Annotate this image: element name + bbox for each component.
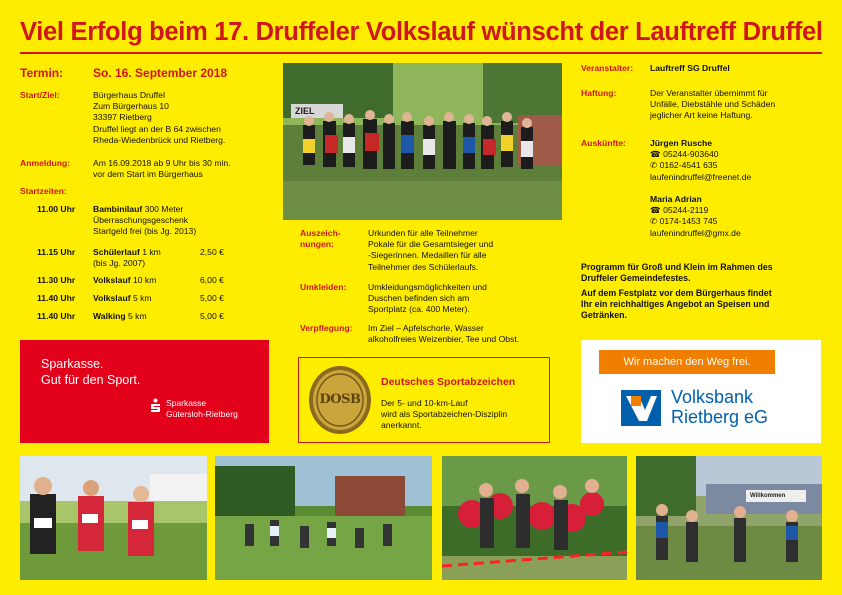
auszeichnungen-text: [368, 228, 493, 273]
sparkasse-brand: [166, 398, 238, 420]
contact-phone: [650, 149, 751, 160]
auszeichnungen-line: -Siegerinnen. Medaillen für alle: [368, 250, 487, 261]
start-event: [93, 247, 161, 258]
event-detail: 10 km: [130, 275, 157, 285]
termin-label: Termin:: [20, 66, 64, 80]
volksbank-name: [671, 387, 768, 427]
sportabzeichen-line: anerkannt.: [381, 420, 422, 431]
umkleiden-label: Umkleiden:: [300, 282, 347, 292]
event-name: Bambinilauf: [93, 204, 143, 214]
start-price: 2,50 €: [200, 247, 224, 257]
contact-phone: [650, 205, 741, 216]
sparkasse-region: Gütersloh-Rietberg: [166, 409, 238, 419]
haftung-line: Unfälle, Diebstähle und Schäden: [650, 99, 776, 110]
ziel-banner: ZIEL: [295, 106, 315, 116]
sportabzeichen-text: [381, 398, 507, 432]
auszeichnungen-line: Urkunden für alle Teilnehmer: [368, 228, 478, 238]
verpflegung-line: Im Ziel – Apfelschorle, Wasser: [368, 323, 484, 333]
umkleiden-text: [368, 282, 487, 316]
start-price: 5,00 €: [200, 293, 224, 303]
event-detail: 5 km: [125, 311, 147, 321]
mobile-number: 0162-4541 635: [659, 160, 718, 171]
sparkasse-ad[interactable]: [20, 340, 269, 443]
sportabzeichen-line: Der 5- und 10-km-Lauf: [381, 398, 468, 408]
start-event: [93, 293, 152, 304]
sportabzeichen-title: Deutsches Sportabzeichen: [381, 376, 516, 388]
start-ziel-line: Rheda-Wiedenbrück und Rietberg.: [93, 134, 226, 145]
start-ziel-label: Start/Ziel:: [20, 90, 60, 100]
contact-name: Jürgen Rusche: [650, 138, 713, 148]
dosb-seal-text: DOSB: [319, 392, 361, 407]
contact-2: [650, 194, 741, 239]
volksbank-ad[interactable]: [581, 340, 821, 443]
anmeldung-line: vor dem Start im Bürgerhaus: [93, 169, 203, 180]
programm-line: Getränken.: [581, 310, 627, 321]
start-ziel-line: 33397 Rietberg: [93, 112, 152, 123]
sparkasse-s-icon: [150, 398, 161, 412]
veranstalter-label: Veranstalter:: [581, 63, 634, 73]
page-title: Viel Erfolg beim 17. Druffeler Volkslauf wünscht der Lauftreff Druffel: [20, 18, 823, 46]
startzeiten-label: Startzeiten:: [20, 186, 67, 196]
start-ziel-text: [93, 90, 225, 146]
festplatz-sign: Willkommen: [750, 493, 786, 499]
event-detail: 300 Meter: [142, 204, 184, 214]
anmeldung-line: Am 16.09.2018 ab 9 Uhr bis 30 min.: [93, 158, 231, 168]
anmeldung-label: Anmeldung:: [20, 158, 71, 168]
volksbank-name-line: Volksbank: [671, 387, 754, 407]
mobile-icon: ✆: [650, 160, 660, 171]
auszeichnungen-label-line: Auszeich-: [300, 228, 341, 238]
event-detail: 5 km: [130, 293, 152, 303]
umkleiden-line: Sportplatz (ca. 400 Meter).: [368, 304, 470, 315]
event-name: Walking: [93, 311, 126, 321]
race-start-photo: [283, 63, 562, 220]
programm-line: Druffeler Gemeindefestes.: [581, 273, 691, 284]
contact-1: [650, 138, 751, 183]
auszeichnungen-label: [300, 228, 341, 250]
veranstalter-value: Lauftreff SG Druffel: [650, 63, 730, 73]
haftung-label: Haftung:: [581, 88, 617, 98]
event-extra: Überraschungsgeschenk: [93, 215, 189, 225]
programm-line: Programm für Groß und Klein im Rahmen des: [581, 262, 773, 272]
sparkasse-slogan-line: Gut für den Sport.: [41, 373, 141, 387]
volksbank-logo-icon: [621, 390, 661, 426]
festplatz-photo: [636, 456, 822, 580]
cheerleaders-photo: [442, 456, 627, 580]
sparkasse-slogan-line: Sparkasse.: [41, 357, 104, 371]
start-time: 11.15 Uhr: [37, 247, 76, 257]
sparkasse-slogan: [41, 356, 140, 388]
anmeldung-text: [93, 158, 231, 180]
contact-email[interactable]: laufenindruffel@freenet.de: [650, 171, 752, 182]
mobile-number: 0174-1453 745: [659, 216, 718, 227]
verpflegung-label: Verpflegung:: [300, 323, 353, 333]
start-time: 11.00 Uhr: [37, 204, 76, 214]
termin-value: So. 16. September 2018: [93, 66, 228, 80]
programm-text: [581, 262, 826, 321]
start-time: 11.40 Uhr: [37, 293, 76, 303]
verpflegung-line: alkoholfreies Weizenbier, Tee und Obst.: [368, 334, 520, 345]
start-ziel-line: Zum Bürgerhaus 10: [93, 101, 169, 112]
contact-mobile: [650, 160, 751, 171]
children-run-photo: [215, 456, 432, 580]
start-event: [93, 311, 147, 322]
auszeichnungen-line: Teilnehmer des Schülerlaufs.: [368, 261, 479, 272]
programm-line: Auf dem Festplatz vor dem Bürgerhaus findet: [581, 287, 772, 298]
start-event: [93, 204, 183, 215]
event-detail: 1 km: [139, 247, 161, 257]
start-price: 6,00 €: [200, 275, 224, 285]
mobile-icon: ✆: [650, 216, 660, 227]
haftung-text: [650, 88, 775, 122]
title-rule: [20, 52, 822, 54]
runners-photo: [20, 456, 207, 580]
haftung-line: Der Veranstalter übernimmt für: [650, 88, 768, 98]
start-ziel-line: Bürgerhaus Druffel: [93, 90, 165, 100]
phone-number: 05244-903640: [663, 149, 719, 160]
start-event: [93, 275, 156, 286]
verpflegung-text: [368, 323, 519, 345]
sportabzeichen-box[interactable]: [298, 357, 550, 443]
phone-number: 05244-2119: [663, 205, 709, 216]
haftung-line: jeglicher Art keine Haftung.: [650, 110, 753, 121]
start-price: 5,00 €: [200, 311, 224, 321]
event-extra: Startgeld frei (bis Jg. 2013): [93, 226, 197, 236]
auskuenfte-label: Auskünfte:: [581, 138, 626, 148]
sparkasse-brand-name: Sparkasse: [166, 398, 207, 408]
event-name: Volkslauf: [93, 275, 131, 285]
event-name: Schülerlauf: [93, 247, 140, 257]
event-extra: (bis Jg. 2007): [93, 258, 146, 268]
umkleiden-line: Duschen befinden sich am: [368, 293, 470, 304]
contact-name: Maria Adrian: [650, 194, 702, 204]
volksbank-slogan: Wir machen den Weg frei.: [599, 350, 775, 374]
contact-email[interactable]: laufenindruffel@gmx.de: [650, 227, 741, 238]
umkleiden-line: Umkleidungsmöglichkeiten und: [368, 282, 487, 292]
start-time: 11.40 Uhr: [37, 311, 76, 321]
sportabzeichen-line: wird als Sportabzeichen-Disziplin: [381, 409, 508, 420]
auszeichnungen-label-line: nungen:: [300, 239, 334, 250]
dosb-seal-icon: [307, 364, 373, 436]
contact-mobile: [650, 216, 741, 227]
phone-icon: ☎: [650, 205, 664, 216]
event-name: Volkslauf: [93, 293, 131, 303]
auszeichnungen-line: Pokale für die Gesamtsieger und: [368, 239, 494, 250]
start-time: 11.30 Uhr: [37, 275, 76, 285]
start-ziel-line: Druffel liegt an der B 64 zwischen: [93, 123, 221, 134]
phone-icon: ☎: [650, 149, 664, 160]
programm-line: Ihr ein reichhaltiges Angebot an Speisen und: [581, 298, 770, 309]
volksbank-name-line: Rietberg eG: [671, 407, 769, 427]
